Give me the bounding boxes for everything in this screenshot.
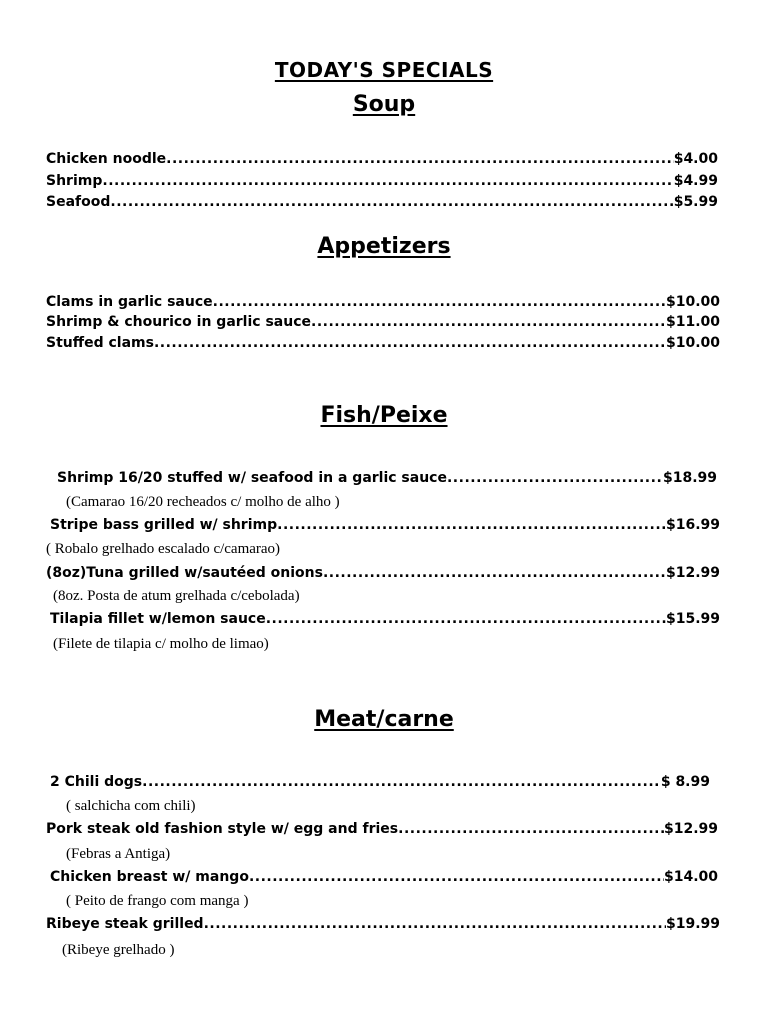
item-price: $4.00 <box>673 151 718 167</box>
menu-item <box>50 773 710 791</box>
item-name: Shrimp <box>46 173 103 189</box>
item-translation: (Ribeye grelhado ) <box>62 942 175 958</box>
menu-item <box>46 293 720 311</box>
item-translation: (Camarao 16/20 recheados c/ molho de alho ) <box>66 494 340 510</box>
item-price: $12.99 <box>665 565 720 581</box>
section-title-fish: Fish/Peixe <box>320 403 448 428</box>
item-name: Shrimp 16/20 stuffed w/ seafood in a garlic sauce <box>57 470 447 486</box>
menu-item <box>50 868 718 886</box>
menu-item <box>50 516 720 534</box>
item-translation: ( Robalo grelhado escalado c/camarao) <box>46 541 281 557</box>
item-price: $12.99 <box>663 821 718 837</box>
item-price: $16.99 <box>665 517 720 533</box>
item-name: Stripe bass grilled w/ shrimp <box>50 517 278 533</box>
item-price: $18.99 <box>662 470 717 486</box>
item-price: $5.99 <box>673 194 718 210</box>
dot-leader <box>213 293 666 311</box>
menu-item <box>46 820 718 838</box>
dot-leader <box>277 516 666 534</box>
dot-leader <box>142 773 661 791</box>
menu-item <box>46 915 720 933</box>
item-name: Stuffed clams <box>46 335 154 351</box>
item-name: Clams in garlic sauce <box>46 294 213 310</box>
item-name: Ribeye steak grilled <box>46 916 204 932</box>
menu-item <box>46 150 718 168</box>
item-translation: (Filete de tilapia c/ molho de limao) <box>53 636 269 652</box>
item-price: $15.99 <box>665 611 720 627</box>
dot-leader <box>154 334 666 352</box>
item-name: Chicken noodle <box>46 151 167 167</box>
item-price: $10.00 <box>665 294 720 310</box>
dot-leader <box>102 172 673 190</box>
item-price: $11.00 <box>665 314 720 330</box>
menu-item <box>46 193 718 211</box>
dot-leader <box>311 313 666 331</box>
item-translation: ( salchicha com chili) <box>66 798 196 814</box>
menu-item <box>46 564 720 582</box>
item-translation: (Febras a Antiga) <box>66 846 171 862</box>
item-name: Shrimp & chourico in garlic sauce <box>46 314 311 330</box>
menu-item <box>50 610 720 628</box>
item-price: $19.99 <box>665 916 720 932</box>
item-name: (8oz)Tuna grilled w/sautéed onions <box>46 565 323 581</box>
item-name: Seafood <box>46 194 111 210</box>
dot-leader <box>398 820 664 838</box>
menu-item <box>46 313 720 331</box>
item-price: $10.00 <box>665 335 720 351</box>
item-price: $14.00 <box>663 869 718 885</box>
dot-leader <box>266 610 666 628</box>
dot-leader <box>323 564 666 582</box>
menu-item <box>57 469 717 487</box>
item-name: Tilapia fillet w/lemon sauce <box>50 611 266 627</box>
menu-item <box>46 172 718 190</box>
section-title-soup: Soup <box>352 92 416 117</box>
menu-item <box>46 334 720 352</box>
dot-leader <box>249 868 664 886</box>
item-price: $ 8.99 <box>660 774 710 790</box>
dot-leader <box>166 150 674 168</box>
item-translation: ( Peito de frango com manga ) <box>66 893 249 909</box>
section-title-meat: Meat/carne <box>314 707 454 732</box>
dot-leader <box>447 469 663 487</box>
item-translation: (8oz. Posta de atum grelhada c/cebolada) <box>53 588 300 604</box>
item-name: Pork steak old fashion style w/ egg and fries <box>46 821 399 837</box>
dot-leader <box>110 193 673 211</box>
section-title-appetizers: Appetizers <box>317 234 451 259</box>
item-price: $4.99 <box>673 173 718 189</box>
dot-leader <box>204 915 666 933</box>
item-name: Chicken breast w/ mango <box>50 869 249 885</box>
page-title: TODAY'S SPECIALS <box>274 58 494 82</box>
item-name: 2 Chili dogs <box>50 774 143 790</box>
